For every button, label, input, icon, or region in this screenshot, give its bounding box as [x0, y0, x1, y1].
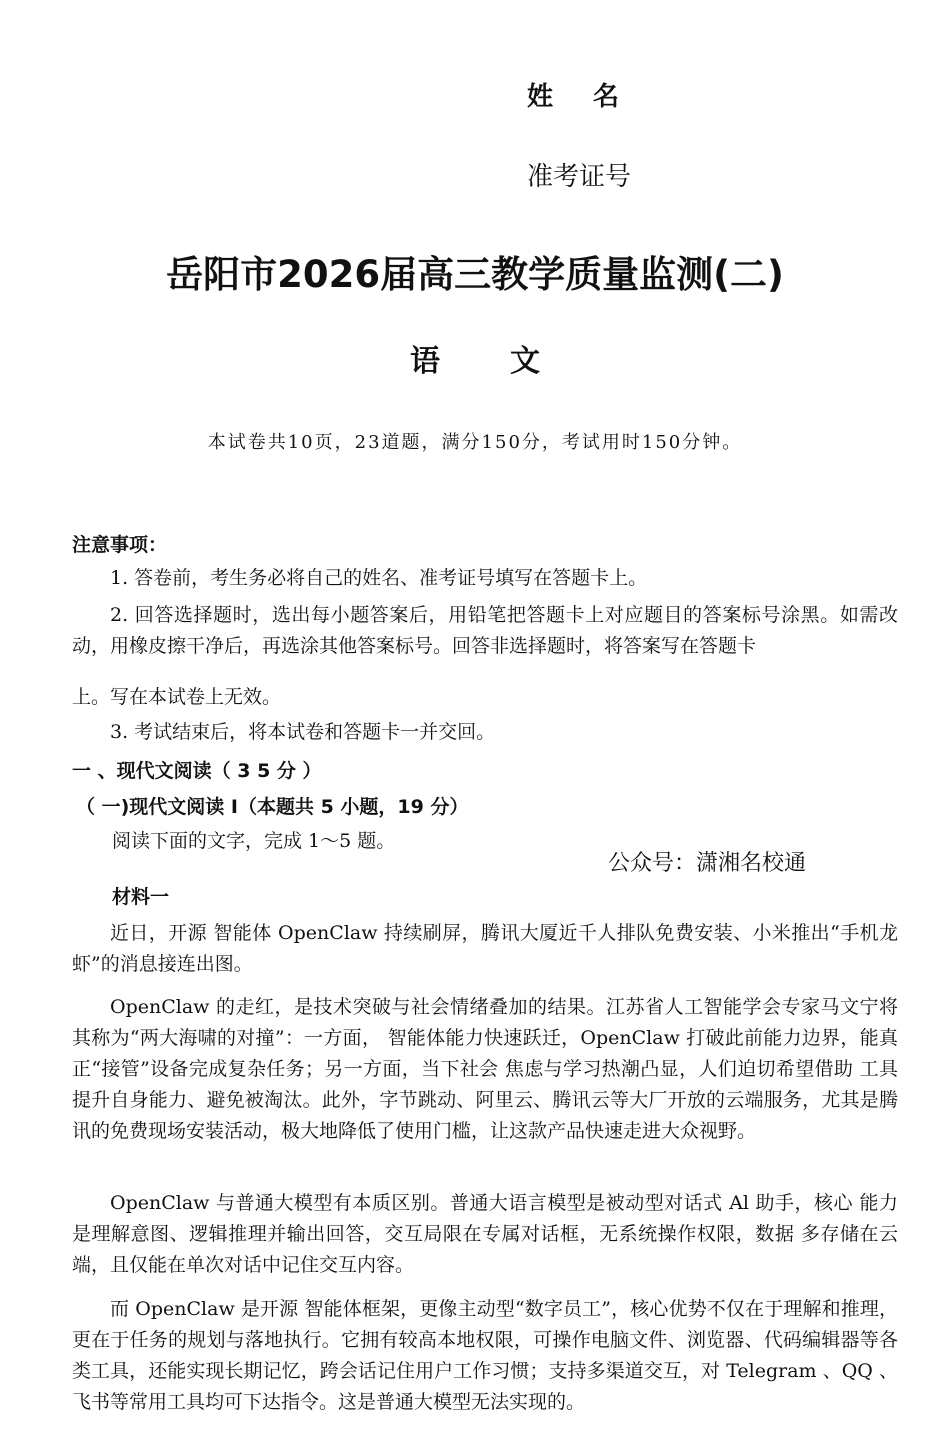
- section-heading: 一 、现代文阅读（ 3 5 分 ）: [72, 760, 322, 782]
- name-label: 姓名: [527, 82, 660, 112]
- reading-instruction: 阅读下面的文字，完成 1～5 题。: [112, 830, 396, 852]
- exam-id-label: 准考证号: [527, 162, 632, 192]
- article-paragraph-4: 而 OpenClaw 是开源 智能体框架，更像主动型“数字员工”，核心优势不仅在于理解和推理，更在于任务的规划与落地执行。它拥有较高本地权限，可操作电脑文件、浏览器、代码编辑器等各类工具，还能实现长期记忆，跨会话记住用户工作习惯；支持多渠道交互，对 Telegram 、QQ 、 飞书等常用工具均可下达指令。这是普通大模型无法实现的。: [72, 1298, 898, 1413]
- notice-item-2: 2. 回答选择题时，选出每小题答案后，用铅笔把答题卡上对应题目的答案标号涂黑。如需改动，用橡皮擦干净后，再选涂其他答案标号。回答非选择题时，将答案写在答题卡: [72, 604, 898, 657]
- notice-heading: 注意事项：: [72, 534, 168, 556]
- watermark-text: 公众号：潇湘名校通: [608, 851, 807, 876]
- article-paragraph-3: OpenClaw 与普通大模型有本质区别。普通大语言模型是被动型对话式 Al 助手，核心 能力是理解意图、逻辑推理并输出回答，交互局限在专属对话框，无系统操作权限，数据 多存储在云端，且仅能在单次对话中记住交互内容。: [72, 1192, 898, 1276]
- page-title: 岳阳市2026届高三教学质量监测(二): [166, 253, 784, 296]
- notice-item-3: 3. 考试结束后，将本试卷和答题卡一并交回。: [110, 721, 496, 743]
- exam-info: 本试卷共10页，23道题，满分150分，考试用时150分钟。: [207, 432, 743, 453]
- article-paragraph-2: OpenClaw 的走红，是技术突破与社会情绪叠加的结果。江苏省人工智能学会专家马文宁将其称为“两大海啸的对撞”：一方面， 智能体能力快速跃迁，OpenClaw 打破此前能力边界，能真正“接管”设备完成复杂任务；另一方面，当下社会 焦虑与学习热潮凸显，人们迫切希望借助 工具提升自身能力、避免被淘汰。此外，字节跳动、阿里云、腾讯云等大厂开放的云端服务，尤其是腾讯的免费现场安装活动，极大地降低了使用门槛，让这款产品快速走进大众视野。: [72, 996, 898, 1142]
- article-paragraph-1: 近日，开源 智能体 OpenClaw 持续刷屏，腾讯大厦近千人排队免费安装、小米推出“手机龙虾”的消息接连出图。: [72, 922, 898, 975]
- subsection-heading: （ 一)现代文阅读 I（本题共 5 小题，19 分）: [76, 796, 469, 818]
- notice-item-1: 1. 答卷前，考生务必将自己的姓名、准考证号填写在答题卡上。: [110, 567, 648, 589]
- material-label: 材料一: [112, 886, 170, 908]
- notice-item-2-continued: 上。写在本试卷上无效。: [72, 686, 282, 708]
- subject-title: 语文: [410, 344, 610, 379]
